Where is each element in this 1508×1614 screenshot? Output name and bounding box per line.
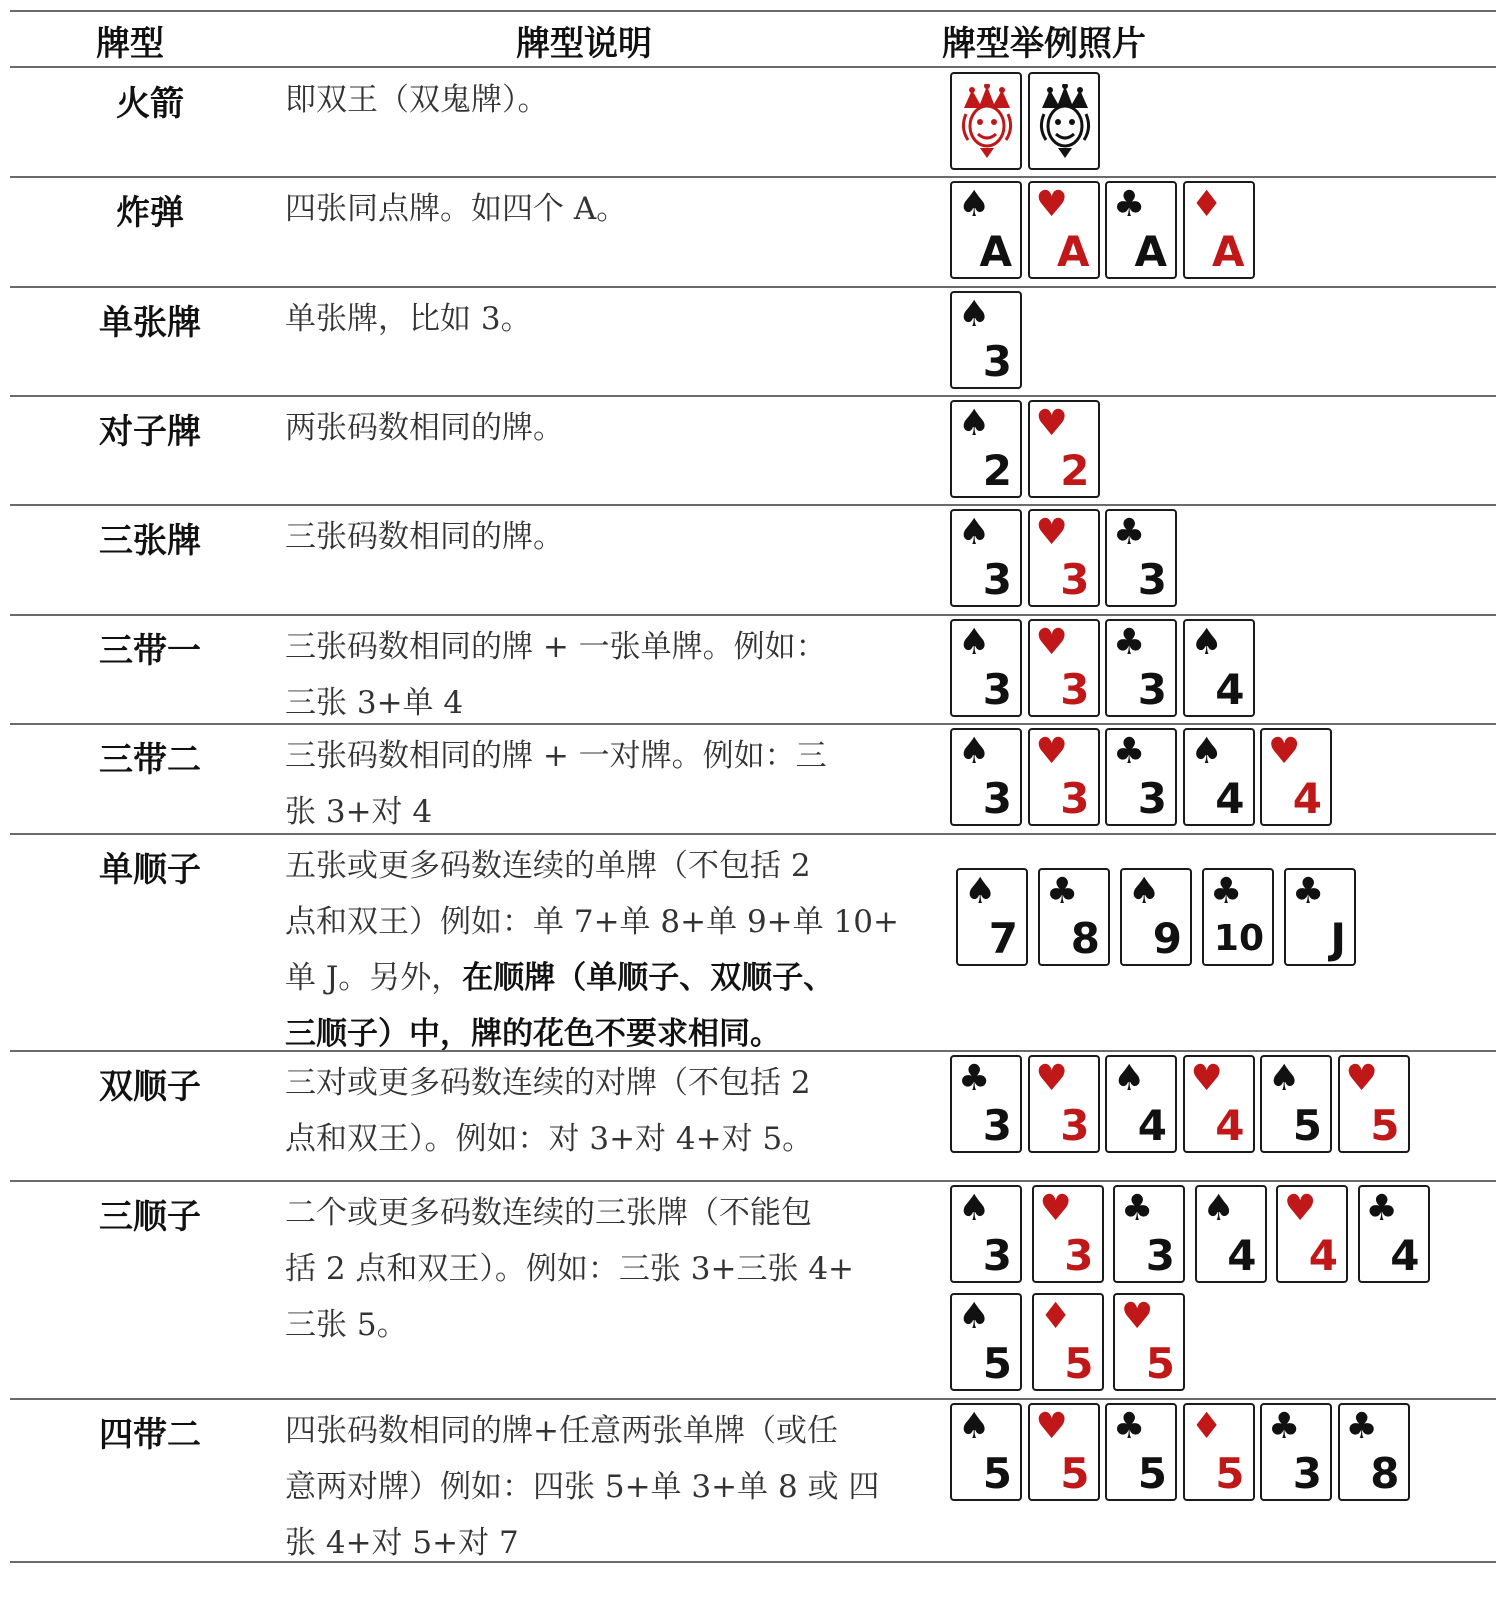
table-row: [10, 68, 1496, 176]
playing-card: [1028, 400, 1100, 498]
description-line: 单 J。另外，: [285, 960, 463, 996]
description-line: 三对或更多码数连续的对牌（不包括 2: [285, 1065, 811, 1101]
playing-card: [1105, 1055, 1177, 1153]
card-rank: 3: [982, 1231, 1012, 1280]
card-rank: 3: [982, 774, 1012, 823]
playing-card: [1105, 181, 1177, 279]
club-icon: ♣: [1113, 184, 1146, 225]
heart-icon: ♥: [1035, 184, 1068, 225]
card-rank: 5: [1060, 1449, 1090, 1498]
table-row: [10, 1399, 1496, 1561]
card-rank: A: [1211, 227, 1245, 276]
card-rank: 3: [1292, 1449, 1322, 1498]
table-row: [10, 615, 1496, 723]
card-rank: 2: [1060, 446, 1090, 495]
table-row: [10, 287, 1496, 395]
playing-card: [1183, 619, 1255, 717]
card-rank: 3: [1060, 555, 1090, 604]
diamond-icon: ♦: [1039, 1296, 1072, 1337]
card-rank: 5: [1145, 1339, 1175, 1388]
description-line: 三张 5。: [285, 1307, 408, 1343]
playing-card: [1183, 181, 1255, 279]
description-bold-line: 在顺牌（单顺子、双顺子、: [462, 960, 835, 996]
club-icon: ♣: [1345, 1406, 1378, 1447]
card-rank: 5: [1137, 1449, 1167, 1498]
spade-icon: ♠: [1190, 731, 1223, 772]
playing-card: [1105, 509, 1177, 607]
description-line: 三张码数相同的牌。: [285, 519, 564, 555]
heart-icon: ♥: [1035, 1406, 1068, 1447]
card-rank: 4: [1390, 1231, 1420, 1280]
table-row: [10, 1051, 1496, 1180]
header-desc: 牌型说明: [516, 24, 652, 64]
card-rank: 3: [1145, 1231, 1175, 1280]
card-rank: 5: [1215, 1449, 1245, 1498]
spade-icon: ♠: [1268, 1058, 1301, 1099]
playing-card: [950, 619, 1022, 717]
playing-card: [1276, 1185, 1348, 1283]
heart-icon: ♥: [1035, 622, 1068, 663]
card-rank: 3: [982, 555, 1012, 604]
club-icon: ♣: [1046, 871, 1079, 912]
playing-card: [1260, 1403, 1332, 1501]
playing-card: [1284, 868, 1356, 966]
diamond-icon: ♦: [1190, 1406, 1223, 1447]
table-row: [10, 505, 1496, 614]
header-photo: 牌型举例照片: [942, 24, 1146, 64]
description-line: 张 3+对 4: [285, 794, 433, 830]
description-line: 五张或更多码数连续的单牌（不包括 2: [285, 848, 811, 884]
club-icon: ♣: [1268, 1406, 1301, 1447]
playing-card: [1028, 181, 1100, 279]
heart-icon: ♥: [1035, 1058, 1068, 1099]
description-line: 三张 3+单 4: [285, 685, 464, 721]
spade-icon: ♠: [958, 184, 991, 225]
spade-icon: ♠: [958, 1406, 991, 1447]
playing-card: [1028, 509, 1100, 607]
playing-card: [1202, 868, 1274, 966]
card-type-name: 单顺子: [99, 850, 201, 890]
heart-icon: ♥: [1035, 731, 1068, 772]
card-rank: A: [979, 227, 1012, 276]
card-rank: 3: [982, 1101, 1012, 1150]
playing-card: [1032, 1293, 1104, 1391]
red-joker-card: [950, 72, 1022, 170]
spade-icon: ♠: [958, 294, 991, 335]
heart-icon: ♥: [1035, 403, 1068, 444]
card-rank: 3: [1060, 1101, 1090, 1150]
description-line: 单张牌，比如 3。: [285, 301, 532, 337]
spade-icon: ♠: [958, 512, 991, 553]
card-type-name: 对子牌: [99, 412, 201, 452]
playing-card: [1038, 868, 1110, 966]
club-icon: ♣: [1121, 1188, 1154, 1229]
playing-card: [1028, 1403, 1100, 1501]
card-rank: 8: [1370, 1449, 1400, 1498]
playing-card: [1028, 619, 1100, 717]
card-rank: 5: [1292, 1101, 1322, 1150]
card-rank: 4: [1308, 1231, 1338, 1280]
playing-card: [950, 728, 1022, 826]
card-type-description: [285, 291, 945, 347]
card-type-description: [285, 728, 945, 840]
spade-icon: ♠: [958, 1188, 991, 1229]
card-type-name: 三张牌: [99, 521, 201, 561]
description-line: 二个或更多码数连续的三张牌（不能包: [285, 1195, 812, 1231]
spade-icon: ♠: [958, 403, 991, 444]
playing-card: [1105, 1403, 1177, 1501]
card-type-name: 火箭: [116, 84, 184, 124]
description-bold-line: 三顺子）中，牌的花色不要求相同。: [285, 1016, 781, 1052]
card-rank: 4: [1215, 665, 1245, 714]
playing-card: [950, 400, 1022, 498]
club-icon: ♣: [1365, 1188, 1398, 1229]
card-type-description: [285, 838, 945, 1062]
playing-card: [1028, 1055, 1100, 1153]
card-type-description: [285, 509, 945, 565]
spade-icon: ♠: [958, 1296, 991, 1337]
playing-card: [1183, 1403, 1255, 1501]
playing-card: [1260, 728, 1332, 826]
playing-card: [1338, 1055, 1410, 1153]
card-rank: 7: [988, 914, 1018, 963]
table-row: [10, 396, 1496, 504]
card-type-name: 三顺子: [99, 1197, 201, 1237]
card-rank: 2: [982, 446, 1012, 495]
card-rank: 5: [1370, 1101, 1400, 1150]
table-row: [10, 177, 1496, 286]
playing-card: [956, 868, 1028, 966]
card-rank: 3: [982, 665, 1012, 714]
club-icon: ♣: [1210, 871, 1243, 912]
club-icon: ♣: [1113, 622, 1146, 663]
spade-icon: ♠: [1113, 1058, 1146, 1099]
card-type-description: [285, 181, 945, 237]
spade-icon: ♠: [958, 731, 991, 772]
playing-card: [1032, 1185, 1104, 1283]
description-line: 张 4+对 5+对 7: [285, 1525, 519, 1561]
playing-card: [950, 509, 1022, 607]
description-line: 意两对牌）例如：四张 5+单 3+单 8 或 四: [285, 1469, 880, 1505]
joker-icon: [958, 84, 1016, 160]
diamond-icon: ♦: [1190, 184, 1223, 225]
card-rank: 5: [982, 1339, 1012, 1388]
description-line: 四张同点牌。如四个 A。: [285, 191, 628, 227]
heart-icon: ♥: [1035, 512, 1068, 553]
card-type-description: [285, 1403, 945, 1571]
card-rank: 4: [1137, 1101, 1167, 1150]
description-line: 括 2 点和双王）。例如：三张 3+三张 4+: [285, 1251, 855, 1287]
playing-card: [950, 1403, 1022, 1501]
spade-icon: ♠: [958, 622, 991, 663]
card-rank: 3: [1137, 555, 1167, 604]
card-rank: 5: [982, 1449, 1012, 1498]
card-rank: 4: [1227, 1231, 1257, 1280]
card-rank: J: [1330, 914, 1346, 963]
card-rank: A: [1056, 227, 1090, 276]
description-line: 即双王（双鬼牌）。: [285, 82, 549, 118]
card-rank: 3: [1137, 774, 1167, 823]
playing-card: [950, 181, 1022, 279]
card-rank: 3: [1064, 1231, 1094, 1280]
description-line: 三张码数相同的牌 + 一张单牌。例如：: [285, 629, 827, 665]
card-rank: 3: [1060, 665, 1090, 714]
card-rank: 4: [1292, 774, 1322, 823]
playing-card: [1113, 1185, 1185, 1283]
card-type-name: 四带二: [99, 1415, 201, 1455]
spade-icon: ♠: [1190, 622, 1223, 663]
playing-card: [1120, 868, 1192, 966]
heart-icon: ♥: [1345, 1058, 1378, 1099]
playing-card: [1183, 1055, 1255, 1153]
card-rank: 4: [1215, 774, 1245, 823]
card-type-description: [285, 72, 945, 128]
heart-icon: ♥: [1284, 1188, 1317, 1229]
club-icon: ♣: [1292, 871, 1325, 912]
card-rank: 5: [1064, 1339, 1094, 1388]
spade-icon: ♠: [1128, 871, 1161, 912]
joker-icon: [1036, 84, 1094, 160]
playing-card: [1195, 1185, 1267, 1283]
card-rank: 9: [1152, 914, 1182, 963]
heart-icon: ♥: [1190, 1058, 1223, 1099]
club-icon: ♣: [1113, 731, 1146, 772]
playing-card: [1338, 1403, 1410, 1501]
card-type-name: 三带一: [99, 631, 201, 671]
card-rank: 10: [1213, 918, 1264, 959]
row-rule: [10, 1561, 1496, 1563]
description-line: 三张码数相同的牌 + 一对牌。例如：三: [285, 738, 827, 774]
playing-card: [950, 1185, 1022, 1283]
playing-card: [1183, 728, 1255, 826]
card-type-name: 单张牌: [99, 303, 201, 343]
description-line: 四张码数相同的牌+任意两张单牌（或任: [285, 1413, 838, 1449]
playing-card: [1113, 1293, 1185, 1391]
card-type-name: 炸弹: [116, 193, 184, 233]
black-joker-card: [1028, 72, 1100, 170]
card-type-description: [285, 400, 945, 456]
playing-card: [1105, 619, 1177, 717]
heart-icon: ♥: [1039, 1188, 1072, 1229]
playing-card: [1358, 1185, 1430, 1283]
description-line: 点和双王）例如：单 7+单 8+单 9+单 10+: [285, 904, 899, 940]
card-type-description: [285, 1055, 945, 1167]
playing-card: [950, 291, 1022, 389]
card-rank: 3: [1060, 774, 1090, 823]
club-icon: ♣: [958, 1058, 991, 1099]
playing-card: [950, 1293, 1022, 1391]
playing-card: [1260, 1055, 1332, 1153]
card-rank: 3: [1137, 665, 1167, 714]
card-rank: 3: [982, 337, 1012, 386]
card-rank: 4: [1215, 1101, 1245, 1150]
card-type-description: [285, 1185, 945, 1353]
playing-card: [950, 1055, 1022, 1153]
card-type-name: 三带二: [99, 740, 201, 780]
description-line: 点和双王）。例如：对 3+对 4+对 5。: [285, 1121, 814, 1157]
card-rank: A: [1134, 227, 1167, 276]
spade-icon: ♠: [964, 871, 997, 912]
spade-icon: ♠: [1202, 1188, 1235, 1229]
table-row: [10, 724, 1496, 833]
table-row: [10, 1181, 1496, 1398]
heart-icon: ♥: [1121, 1296, 1154, 1337]
card-type-description: [285, 619, 945, 731]
club-icon: ♣: [1113, 1406, 1146, 1447]
card-type-name: 双顺子: [99, 1067, 201, 1107]
card-rank: 8: [1070, 914, 1100, 963]
heart-icon: ♥: [1268, 731, 1301, 772]
club-icon: ♣: [1113, 512, 1146, 553]
playing-card: [1028, 728, 1100, 826]
table-row: [10, 834, 1496, 1050]
table-top-rule: [10, 10, 1496, 12]
playing-card: [1105, 728, 1177, 826]
description-line: 两张码数相同的牌。: [285, 410, 564, 446]
header-type: 牌型: [96, 24, 164, 64]
